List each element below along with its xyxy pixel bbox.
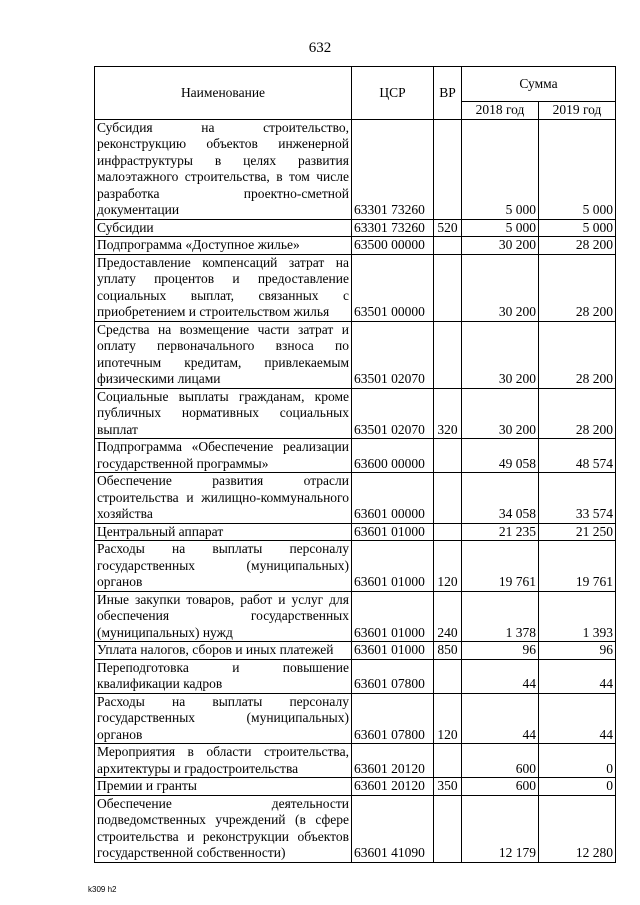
row-amount-2018: 30 200 xyxy=(462,237,539,255)
table-row xyxy=(95,778,616,796)
row-amount-2019: 44 xyxy=(539,693,616,744)
table-row xyxy=(95,795,616,862)
row-csr: 63601 41090 xyxy=(352,795,434,862)
row-amount-2018: 30 200 xyxy=(462,388,539,439)
budget-table xyxy=(94,66,616,863)
row-csr: 63601 01000 xyxy=(352,591,434,642)
row-name: Иные закупки товаров, работ и услуг для обеспечения государственных (муниципальных) нужд xyxy=(95,591,352,642)
row-name: Обеспечение развития отрасли строительства и жилищно-коммунального хозяйства xyxy=(95,473,352,524)
table-row xyxy=(95,388,616,439)
row-vr xyxy=(434,795,462,862)
row-amount-2018: 34 058 xyxy=(462,473,539,524)
header-name: Наименование xyxy=(95,67,352,120)
row-name: Центральный аппарат xyxy=(95,523,352,541)
row-csr: 63501 02070 xyxy=(352,321,434,388)
row-name: Подпрограмма «Доступное жилье» xyxy=(95,237,352,255)
row-csr: 63601 00000 xyxy=(352,473,434,524)
row-vr xyxy=(434,659,462,693)
row-csr: 63501 02070 xyxy=(352,388,434,439)
row-csr: 63601 01000 xyxy=(352,642,434,660)
row-amount-2019: 28 200 xyxy=(539,321,616,388)
row-amount-2019: 96 xyxy=(539,642,616,660)
row-amount-2019: 5 000 xyxy=(539,119,616,219)
row-csr: 63500 00000 xyxy=(352,237,434,255)
table-row xyxy=(95,219,616,237)
table-row xyxy=(95,523,616,541)
row-amount-2018: 600 xyxy=(462,744,539,778)
row-vr: 240 xyxy=(434,591,462,642)
row-amount-2018: 12 179 xyxy=(462,795,539,862)
header-year-2018: 2018 год xyxy=(462,102,539,120)
table-row xyxy=(95,119,616,219)
row-name: Социальные выплаты гражданам, кроме публичных нормативных социальных выплат xyxy=(95,388,352,439)
row-amount-2019: 21 250 xyxy=(539,523,616,541)
row-amount-2019: 28 200 xyxy=(539,237,616,255)
row-amount-2018: 5 000 xyxy=(462,219,539,237)
row-name: Предоставление компенсаций затрат на уплату процентов и предоставление социальных выплат, связанных с приобретением и строительством жилья xyxy=(95,254,352,321)
row-amount-2018: 44 xyxy=(462,659,539,693)
row-csr: 63301 73260 xyxy=(352,219,434,237)
row-amount-2019: 1 393 xyxy=(539,591,616,642)
table-row xyxy=(95,591,616,642)
row-vr: 520 xyxy=(434,219,462,237)
row-csr: 63600 00000 xyxy=(352,439,434,473)
row-vr: 320 xyxy=(434,388,462,439)
table-header xyxy=(95,67,616,120)
table-row xyxy=(95,321,616,388)
row-vr: 350 xyxy=(434,778,462,796)
row-vr xyxy=(434,321,462,388)
page-number: 632 xyxy=(308,40,332,56)
table-row xyxy=(95,693,616,744)
row-name: Мероприятия в области строительства, архитектуры и градостроительства xyxy=(95,744,352,778)
row-vr xyxy=(434,439,462,473)
row-amount-2018: 19 761 xyxy=(462,541,539,592)
header-sum: Сумма xyxy=(462,67,616,102)
row-name: Переподготовка и повышение квалификации кадров xyxy=(95,659,352,693)
row-name: Субсидия на строительство, реконструкцию объектов инженерной инфраструктуры в целях развития малоэтажного строительства, в том числе разработка проектно-сметной документации xyxy=(95,119,352,219)
row-name: Премии и гранты xyxy=(95,778,352,796)
row-amount-2018: 21 235 xyxy=(462,523,539,541)
row-amount-2019: 0 xyxy=(539,744,616,778)
row-amount-2019: 0 xyxy=(539,778,616,796)
row-vr: 850 xyxy=(434,642,462,660)
row-amount-2019: 44 xyxy=(539,659,616,693)
row-csr: 63601 07800 xyxy=(352,659,434,693)
table-row xyxy=(95,237,616,255)
row-vr xyxy=(434,744,462,778)
row-csr: 63601 01000 xyxy=(352,523,434,541)
row-name: Расходы на выплаты персоналу государственных (муниципальных) органов xyxy=(95,541,352,592)
row-name: Обеспечение деятельности подведомственных учреждений (в сфере строительства и реконструкции объектов государственной собственности) xyxy=(95,795,352,862)
row-name: Уплата налогов, сборов и иных платежей xyxy=(95,642,352,660)
row-csr: 63501 00000 xyxy=(352,254,434,321)
table-row xyxy=(95,744,616,778)
row-name: Средства на возмещение части затрат и оплату первоначального взноса по ипотечным кредитам, привлекаемым физическими лицами xyxy=(95,321,352,388)
row-name: Подпрограмма «Обеспечение реализации государственной программы» xyxy=(95,439,352,473)
row-vr: 120 xyxy=(434,541,462,592)
row-csr: 63601 20120 xyxy=(352,744,434,778)
row-amount-2018: 30 200 xyxy=(462,321,539,388)
row-vr xyxy=(434,119,462,219)
footer-code: k309 h2 xyxy=(88,885,117,894)
row-amount-2018: 44 xyxy=(462,693,539,744)
header-vr: ВР xyxy=(434,67,462,120)
row-amount-2019: 48 574 xyxy=(539,439,616,473)
row-amount-2019: 12 280 xyxy=(539,795,616,862)
row-vr xyxy=(434,254,462,321)
table-body xyxy=(95,119,616,862)
row-amount-2019: 28 200 xyxy=(539,388,616,439)
table-row xyxy=(95,541,616,592)
table-row xyxy=(95,439,616,473)
row-vr xyxy=(434,473,462,524)
row-amount-2018: 5 000 xyxy=(462,119,539,219)
row-csr: 63301 73260 xyxy=(352,119,434,219)
row-amount-2019: 28 200 xyxy=(539,254,616,321)
header-year-2019: 2019 год xyxy=(539,102,616,120)
row-amount-2018: 1 378 xyxy=(462,591,539,642)
row-csr: 63601 01000 xyxy=(352,541,434,592)
row-amount-2019: 19 761 xyxy=(539,541,616,592)
row-name: Расходы на выплаты персоналу государственных (муниципальных) органов xyxy=(95,693,352,744)
row-amount-2018: 600 xyxy=(462,778,539,796)
row-name: Субсидии xyxy=(95,219,352,237)
row-vr: 120 xyxy=(434,693,462,744)
row-vr xyxy=(434,237,462,255)
table-row xyxy=(95,254,616,321)
row-amount-2019: 33 574 xyxy=(539,473,616,524)
row-amount-2018: 49 058 xyxy=(462,439,539,473)
row-amount-2019: 5 000 xyxy=(539,219,616,237)
table-row xyxy=(95,473,616,524)
row-amount-2018: 96 xyxy=(462,642,539,660)
table-row xyxy=(95,659,616,693)
row-csr: 63601 07800 xyxy=(352,693,434,744)
header-csr: ЦСР xyxy=(352,67,434,120)
table-row xyxy=(95,642,616,660)
row-vr xyxy=(434,523,462,541)
row-csr: 63601 20120 xyxy=(352,778,434,796)
row-amount-2018: 30 200 xyxy=(462,254,539,321)
